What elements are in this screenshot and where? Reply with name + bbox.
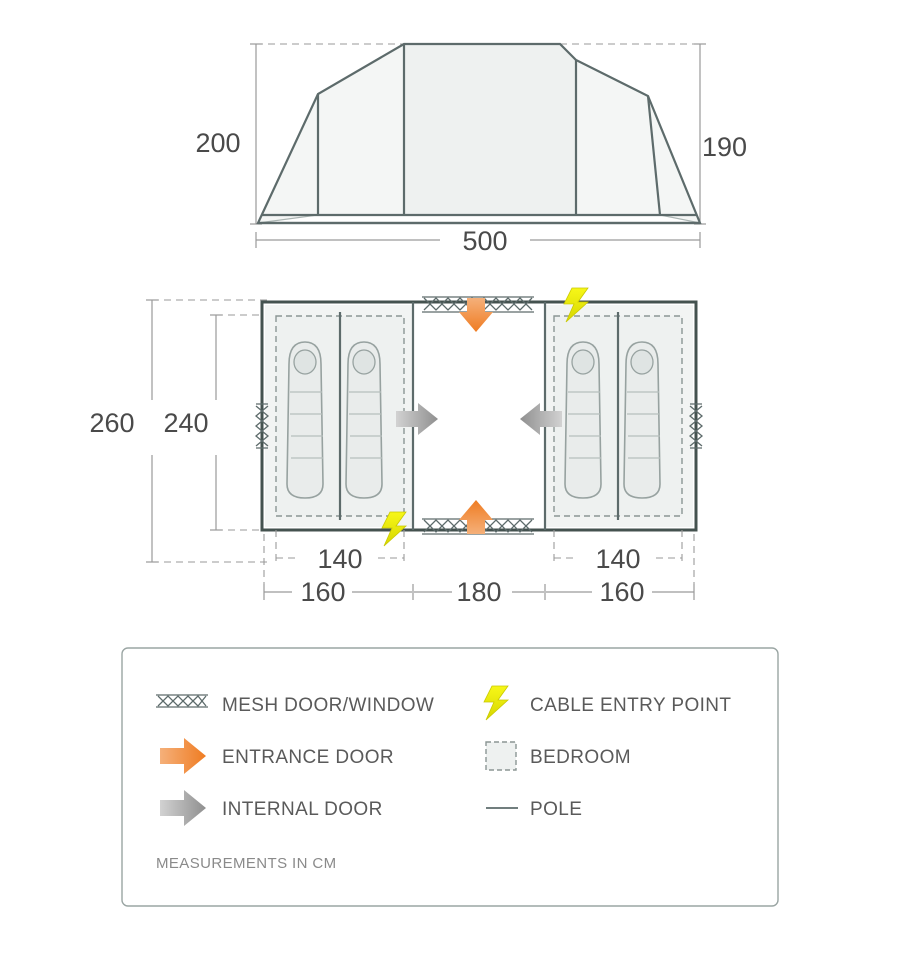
elevation-left-height-label: 200 [195, 128, 241, 158]
legend-label-bedroom: BEDROOM [530, 747, 631, 768]
plan-left-bedroom-outer-label: 160 [300, 577, 346, 607]
plan-right-bedroom-inner-label: 140 [595, 544, 641, 574]
legend-label-pole: POLE [530, 799, 583, 820]
legend-label-entrance-door: ENTRANCE DOOR [222, 747, 394, 768]
legend-label-cable-entry-point: CABLE ENTRY POINT [530, 695, 732, 716]
plan-depth-outer-label: 260 [89, 408, 135, 438]
plan-view [89, 288, 702, 607]
bedroom-icon [486, 742, 516, 770]
legend-measurement-note: MEASUREMENTS IN CM [156, 855, 337, 872]
sleeping-bag-right-1 [565, 342, 601, 498]
legend-label-mesh-door-window: MESH DOOR/WINDOW [222, 695, 435, 716]
plan-depth-inner-label: 240 [163, 408, 209, 438]
elevation-width-label: 500 [462, 226, 508, 256]
elevation-centre-panel [404, 44, 576, 215]
elevation-right-height-label: 190 [702, 132, 748, 162]
legend-panel [122, 648, 778, 906]
legend-label-internal-door: INTERNAL DOOR [222, 799, 383, 820]
plan-left-bedroom-inner-label: 140 [317, 544, 363, 574]
sleeping-bag-left-2 [346, 342, 382, 498]
elevation-right-panel [576, 60, 660, 215]
elevation-view [195, 44, 747, 256]
sleeping-bag-right-2 [624, 342, 660, 498]
legend-item-bedroom [486, 742, 631, 770]
sleeping-bag-left-1 [287, 342, 323, 498]
plan-living-area-label: 180 [456, 577, 502, 607]
plan-right-bedroom-outer-label: 160 [599, 577, 645, 607]
